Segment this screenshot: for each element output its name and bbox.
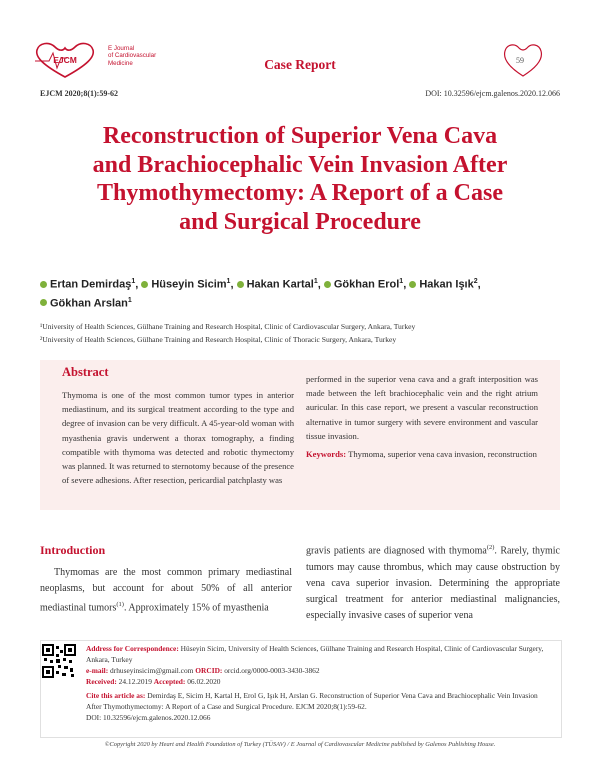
author-name: Hüseyin Sicim [151, 278, 227, 291]
author-name: Ertan Demirdaş [50, 278, 132, 291]
keywords-text: Thymoma, superior vena cava invasion, reconstruction [348, 449, 537, 460]
cite-label: Cite this article as: [86, 691, 146, 700]
keywords [306, 447, 538, 461]
header-doi [425, 89, 560, 98]
qr-code-icon [42, 644, 76, 678]
accepted-date: 06.02.2020 [187, 677, 221, 686]
orcid-icon[interactable] [40, 299, 47, 306]
orcid-link[interactable]: orcid.org/0000-0003-3430-3862 [224, 666, 320, 675]
journal-name-line: Medicine [108, 59, 133, 67]
intro-text: . Rarely, thymic tumors may cause thrombus, which may cause obstruction by vena cava superior invasion. Determining the appropriate surgical treatment for anterior mediastinal malignancies, especially invasive cases of superior vena [306, 545, 560, 622]
abstract-column-2 [306, 372, 538, 461]
logo-abbr: EJCM [53, 55, 77, 65]
orcid-icon[interactable] [237, 281, 244, 288]
orcid-icon[interactable] [141, 281, 148, 288]
correspondence-info [86, 643, 546, 687]
journal-citation-short: EJCM 2020;8(1):59-62 [40, 89, 118, 98]
email-label: e-mail: [86, 666, 109, 675]
correspondence-address [86, 643, 546, 665]
journal-logo-heart [33, 41, 97, 79]
keywords-label: Keywords: [306, 449, 347, 460]
correspondence-text: Hüseyin Sicim, University of Health Sciences, Gülhane Training and Research Hospital, Clinic of Cardiovascular Surgery, Ankara, Turkey [86, 644, 544, 664]
author-affiliation: 1 [226, 278, 231, 285]
title-line: Reconstruction of Superior Vena Cava [102, 123, 498, 149]
cite-text: Demirdaş E, Sicim H, Kartal H, Erol G, Işık H, Arslan G. Reconstruction of Superior Vena Cava and Brachiocephalic Vein Invasion After Thymothymectomy: A Report of a Case and Surgical Procedure. EJCM 2020;8(1):59-62. [86, 691, 538, 711]
abstract-heading: Abstract [62, 365, 109, 379]
reference-2[interactable]: (2) [486, 544, 495, 551]
citation-info [86, 690, 546, 723]
affiliation-line: ¹University of Health Sciences, Gülhane Training and Research Hospital, Clinic of Cardiovascular Surgery, Ankara, Turkey [40, 322, 416, 331]
page-number: 59 [516, 56, 524, 65]
section-label: Case Report [264, 57, 336, 72]
author-list: Ertan Demirdaş$^1$, Hüseyin Sicim$^1$, Hakan Kartal$^1$, Gökhan Erol$^1$, Hakan Işık$^2$, Gökhan Arslan$^1$ [40, 274, 560, 311]
citation-doi[interactable]: DOI: 10.32596/ejcm.galenos.2020.12.066 [86, 713, 211, 722]
author-name: Gökhan Erol [333, 278, 400, 291]
author-affiliation: 1 [313, 278, 318, 285]
author-affiliation: 1 [131, 278, 136, 285]
title-line: and Surgical Procedure [179, 208, 421, 235]
orcid-icon[interactable] [324, 281, 331, 288]
title-line: and Brachiocephalic Vein Invasion After [92, 151, 508, 178]
author-name: Hakan Kartal [246, 278, 314, 291]
author-affiliation: 1 [399, 278, 404, 285]
affiliations [40, 320, 415, 346]
doi-label: DOI: [425, 89, 442, 98]
received-date: 24.12.2019 [118, 677, 152, 686]
author-name: Gökhan Arslan [50, 297, 128, 310]
email-link[interactable]: drhuseyinsicim@gmail.com [110, 666, 194, 675]
orcid-icon[interactable] [40, 281, 47, 288]
abstract-column-2-text: performed in the superior vena cava and a graft interposition was made between the left brachiocephalic vein and the right atrium auricular. In this case report, we present a vascular reconstruction alternative in tumor surgery with severe environment and vascular tissue invasion. [306, 374, 538, 441]
intro-text: Thymomas are the most common primary mediastinal neoplasms, but account for about 50% of all anterior mediastinal tumors [40, 567, 292, 614]
correspondence-label: Address for Correspondence: [86, 644, 179, 653]
doi-value[interactable]: 10.32596/ejcm.galenos.2020.12.066 [443, 89, 560, 98]
reference-1[interactable]: (1) [116, 601, 124, 609]
abstract-column-1: Thymoma is one of the most common tumor types in anterior mediastinum, and its surgical treatment according to the type and degree of invasion can be very difficult. A 45-year-old woman with myasthenia gravis underwent a thorax tomography, a finding compatible with thymoma was detected and robotic thymectomy was planned. It was returned to sternotomy because of the presence of severe adhesions. After resection, pericardial patchplasty was [62, 390, 294, 486]
journal-name [108, 45, 156, 67]
introduction-column-1 [40, 565, 292, 617]
copyright-notice: ©Copyright 2020 by Heart and Health Foundation of Turkey (TÜSAV) / E Journal of Cardiovascular Medicine published by Galenos Publishing House. [104, 741, 496, 748]
introduction-column-2 [306, 540, 560, 624]
journal-name-line: of Cardiovascular [108, 52, 157, 60]
intro-text: . Approximately 15% of myasthenia [123, 602, 269, 614]
author-affiliation: 1 [127, 296, 132, 304]
received-label: Received: [86, 677, 117, 686]
journal-name-line: E Journal [108, 45, 135, 52]
affiliation-line: ²University of Health Sciences, Gülhane Training and Research Hospital, Clinic of Thoracic Surgery, Ankara, Turkey [40, 335, 397, 344]
article-title [30, 122, 570, 236]
accepted-label: Accepted: [153, 677, 186, 686]
orcid-icon[interactable] [409, 281, 416, 288]
cite-as [86, 690, 546, 712]
orcid-label: ORCID: [195, 666, 223, 675]
contact-line [86, 665, 546, 676]
intro-text: gravis patients are diagnosed with thymoma [306, 545, 487, 557]
author-name: Hakan Işık [419, 278, 474, 291]
dates-line [86, 676, 546, 687]
introduction-heading: Introduction [40, 543, 106, 557]
author-affiliation: 2 [473, 278, 478, 285]
title-line: Thymothymectomy: A Report of a Case [97, 180, 503, 206]
